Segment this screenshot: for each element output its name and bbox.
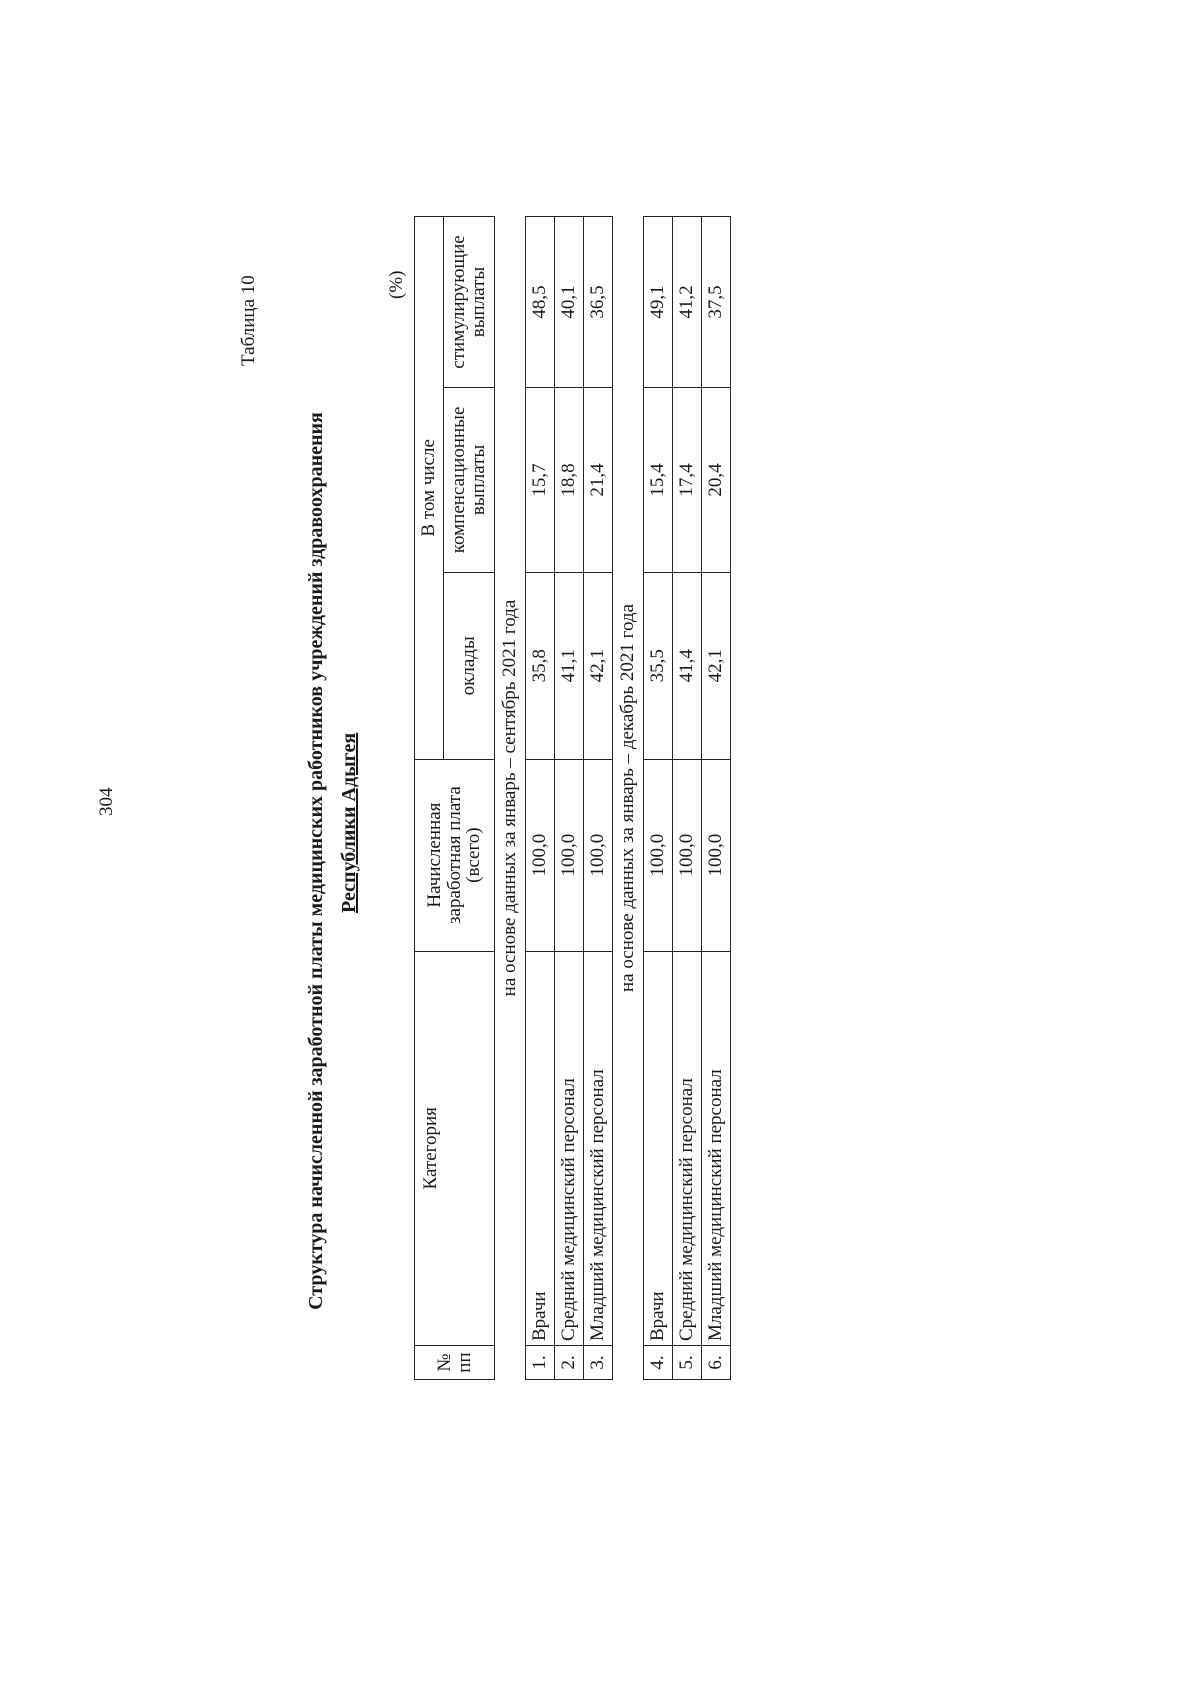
document-title: Структура начисленной заработной платы медицинских работников учреждений здравоохранения bbox=[305, 412, 327, 1310]
header-category: Категория bbox=[415, 951, 495, 1346]
header-including: В том числе bbox=[415, 217, 444, 760]
table-row: 5. Средний медицинский персонал 100,0 41,4 17,4 41,2 bbox=[673, 217, 702, 1380]
table-row: 6. Младший медицинский персонал 100,0 42,1 20,4 37,5 bbox=[702, 217, 731, 1380]
section-label-row bbox=[495, 217, 526, 1380]
header-total: Начисленная заработная плата (всего) bbox=[415, 759, 495, 951]
header-num: № пп bbox=[415, 1346, 495, 1380]
unit-label: (%) bbox=[386, 270, 407, 299]
header-incentive: стимулирующие выплаты bbox=[444, 217, 495, 388]
section-label: на основе данных за январь – сентябрь 2021 года bbox=[499, 599, 521, 997]
salary-structure-table bbox=[414, 216, 731, 1380]
table-row: 3. Младший медицинский персонал 100,0 42,1 21,4 36,5 bbox=[584, 217, 613, 1380]
table-label: Таблица 10 bbox=[238, 275, 259, 366]
header-compensation: компенсационные выплаты bbox=[444, 387, 495, 572]
table-row: 1. Врачи 100,0 35,8 15,7 48,5 bbox=[526, 217, 555, 1380]
table-row: 2. Средний медицинский персонал 100,0 41,1 18,8 40,1 bbox=[555, 217, 584, 1380]
table-row: 4. Врачи 100,0 35,5 15,4 49,1 bbox=[644, 217, 673, 1380]
document-subtitle: Республики Адыгея bbox=[338, 732, 360, 913]
section-label: на основе данных за январь – декабрь 2021 года bbox=[613, 217, 644, 1380]
header-row-1 bbox=[415, 217, 444, 1380]
page-number: 304 bbox=[96, 787, 117, 816]
section-label-row bbox=[613, 217, 644, 1380]
header-salaries: оклады bbox=[444, 572, 495, 759]
